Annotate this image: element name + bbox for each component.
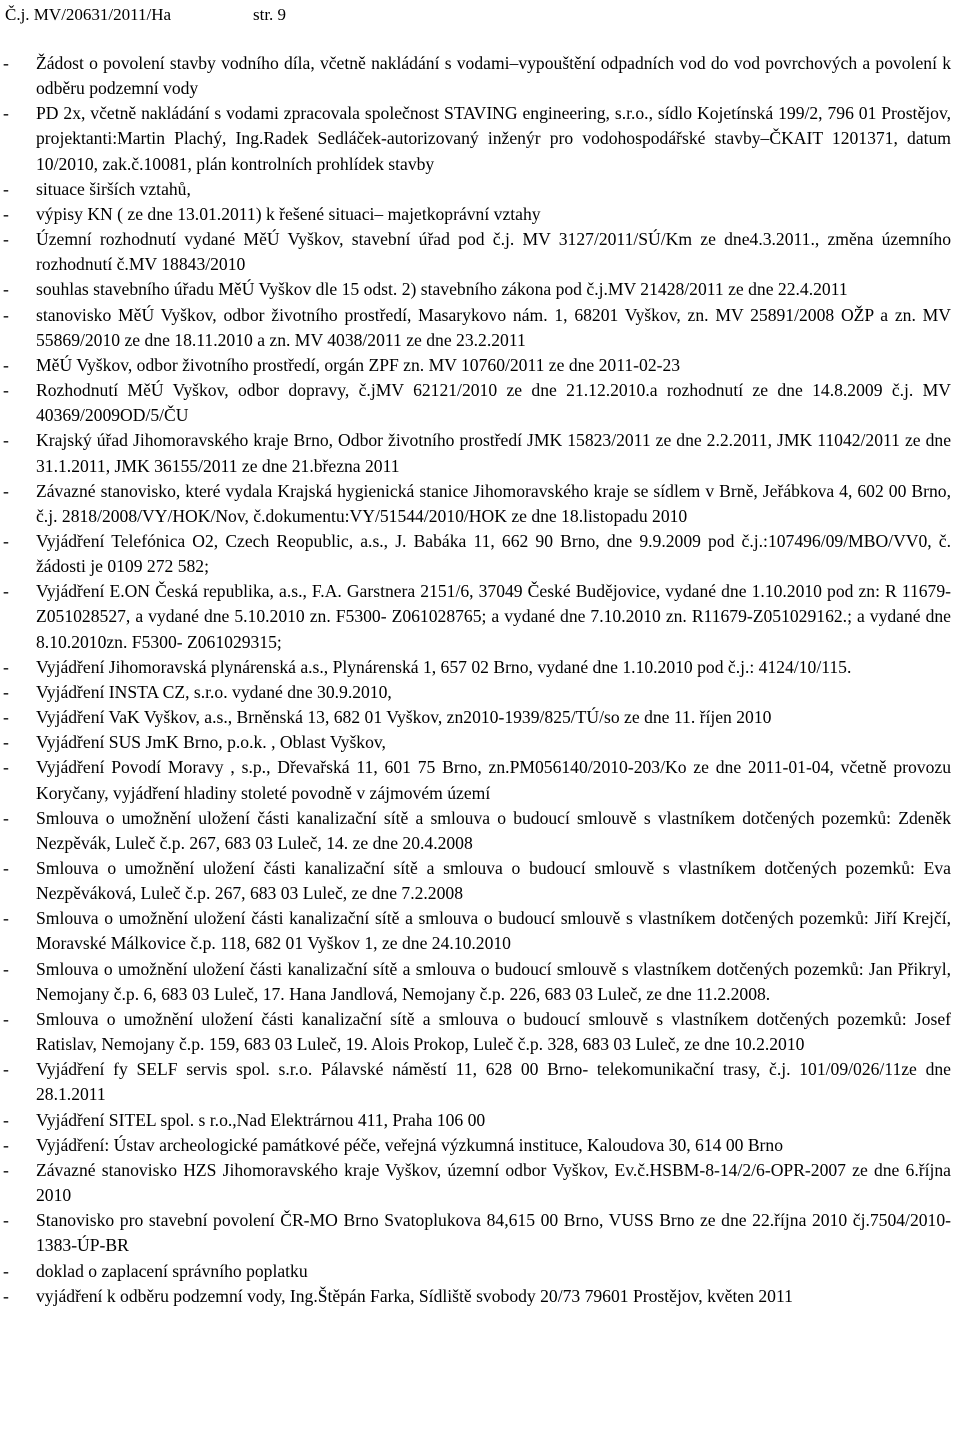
list-item xyxy=(3,51,951,101)
list-item-text: situace širších vztahů, xyxy=(36,178,191,199)
list-item xyxy=(3,303,951,353)
list-item-text: Územní rozhodnutí vydané MěÚ Vyškov, stavební úřad pod č.j. MV 3127/2011/SÚ/Km ze dne4.3.2011., změna územního rozhodnutí č.MV 18843/2010 xyxy=(36,229,951,275)
list-item-text: Vyjádření: Ústav archeologické památkové péče, veřejná výzkumná instituce, Kaloudova 30, 614 00 Brno xyxy=(36,1134,784,1155)
list-item-text: Stanovisko pro stavební povolení ČR-MO Brno Svatoplukova 84,615 00 Brno, VUSS Brno ze dne 22.října 2010 čj.7504/2010-1383-ÚP-BR xyxy=(36,1210,951,1256)
list-item xyxy=(3,177,951,202)
list-item xyxy=(3,202,951,227)
list-item xyxy=(3,579,951,654)
document-reference: Č.j. MV/20631/2011/Ha xyxy=(5,5,172,24)
list-item-text: Vyjádření SITEL spol. s r.o.,Nad Elektrárnou 411, Praha 106 00 xyxy=(36,1109,486,1130)
list-item xyxy=(3,957,951,1007)
list-item-text: Vyjádření Povodí Moravy , s.p., Dřevařská 11, 601 75 Brno, zn.PM056140/2010-203/Ko ze dne 2011-01-04, včetně provozu Koryčany, vyjádření hladiny stoleté povodně v zájmovém území xyxy=(36,757,951,803)
list-item xyxy=(3,1208,951,1258)
list-item xyxy=(3,227,951,277)
list-item-text: PD 2x, včetně nakládání s vodami zpracovala společnost STAVING engineering, s.r.o., sídlo Kojetínská 199/2, 796 01 Prostějov, projektanti:Martin Plachý, Ing.Radek Sedláček-autorizovaný inženýr pro vodohospodářské stavby–ČKAIT 1201371, datum 10/2010, zak.č.10081, plán kontrolních prohlídek stavby xyxy=(36,103,951,174)
list-item xyxy=(3,1007,951,1057)
page-header xyxy=(5,3,287,27)
list-item-text: Krajský úřad Jihomoravského kraje Brno, Odbor životního prostředí JMK 15823/2011 ze dne 2.2.2011, JMK 11042/2011 ze dne 31.1.2011, JMK 36155/2011 ze dne 21.března 2011 xyxy=(36,430,951,476)
list-item-text: Vyjádření INSTA CZ, s.r.o. vydané dne 30.9.2010, xyxy=(36,681,392,702)
list-item xyxy=(3,101,951,176)
list-item xyxy=(3,1259,951,1284)
list-item xyxy=(3,428,951,478)
list-item-text: Vyjádření Telefónica O2, Czech Reopublic, a.s., J. Babáka 11, 662 90 Brno, dne 9.9.2009 pod č.j.:107496/09/MBO/VV0, č. žádosti je 0109 272 582; xyxy=(36,530,951,577)
list-item-text: Žádost o povolení stavby vodního díla, včetně nakládání s vodami–vypouštění odpadních vod do vod povrchových a povolení k odběru podzemní vody xyxy=(36,53,951,99)
list-item xyxy=(3,655,951,680)
list-item-text: stanovisko MěÚ Vyškov, odbor životního prostředí, Masarykovo nám. 1, 68201 Vyškov, zn. MV 25891/2008 OŽP a zn. MV 55869/2010 ze dne 18.11.2010 a zn. MV 4038/2011 ze dne 23.2.2011 xyxy=(36,304,951,350)
list-item xyxy=(3,378,951,428)
list-item-text: Vyjádření Jihomoravská plynárenská a.s., Plynárenská 1, 657 02 Brno, vydané dne 1.10.2010 pod č.j.: 4124/10/115. xyxy=(36,656,852,677)
list-item xyxy=(3,1133,951,1158)
list-item xyxy=(3,529,951,579)
list-item xyxy=(3,680,951,705)
list-item xyxy=(3,479,951,529)
list-item-text: Smlouva o umožnění uložení části kanalizační sítě a smlouva o budoucí smlouvě s vlastníkem dotčených pozemků: Jan Přikryl, Nemojany č.p. 6, 683 03 Luleč, 17. Hana Jandlová, Nemojany č.p. 226, 683 03 Luleč, ze dne 11.2.2008. xyxy=(36,958,951,1004)
list-item-text: výpisy KN ( ze dne 13.01.2011) k řešené situaci– majetkoprávní vztahy xyxy=(36,203,541,224)
list-item-text: Vyjádření fy SELF servis spol. s.r.o. Pálavské náměstí 11, 628 00 Brno- telekomunikační trasy, č.j. 101/09/026/11ze dne 28.1.2011 xyxy=(36,1059,951,1105)
list-item-text: MěÚ Vyškov, odbor životního prostředí, orgán ZPF zn. MV 10760/2011 ze dne 2011-02-23 xyxy=(36,354,681,375)
list-item-text: vyjádření k odběru podzemní vody, Ing.Štěpán Farka, Sídliště svobody 20/73 79601 Prostějov, květen 2011 xyxy=(36,1285,793,1306)
list-item-text: Smlouva o umožnění uložení části kanalizační sítě a smlouva o budoucí smlouvě s vlastníkem dotčených pozemků: Eva Nezpěváková, Luleč č.p. 267, 683 03 Luleč, ze dne 7.2.2008 xyxy=(36,858,951,904)
list-item-text: Rozhodnutí MěÚ Vyškov, odbor dopravy, č.jMV 62121/2010 ze dne 21.12.2010.a rozhodnutí ze dne 14.8.2009 č.j. MV 40369/2009OD/5/ČU xyxy=(36,380,951,426)
list-item-text: Závazné stanovisko, které vydala Krajská hygienická stanice Jihomoravského kraje se sídlem v Brně, Jeřábkova 4, 602 00 Brno, č.j. 2818/2008/VY/HOK/Nov, č.dokumentu:VY/51544/2010/HOK ze dne 18.listopadu 2010 xyxy=(36,480,951,526)
list-item xyxy=(3,730,951,755)
list-item xyxy=(3,755,951,805)
document-list xyxy=(3,51,951,1309)
list-item xyxy=(3,856,951,906)
list-item-text: doklad o zaplacení správního poplatku xyxy=(36,1260,308,1281)
list-item-text: souhlas stavebního úřadu MěÚ Vyškov dle 15 odst. 2) stavebního zákona pod č.j.MV 21428/2011 ze dne 22.4.2011 xyxy=(36,279,848,300)
list-item xyxy=(3,277,951,302)
list-item-text: Vyjádření E.ON Česká republika, a.s., F.A. Garstnera 2151/6, 37049 České Budějovice, vydané dne 1.10.2010 pod zn: R 11679-Z051028527, a vydané dne 5.10.2010 zn. F5300- Z061028765; a vydané dne 7.10.2010 zn. R11679-Z051029162.; a vydané dne 8.10.2010zn. F5300- Z061029315; xyxy=(36,581,951,652)
list-item xyxy=(3,806,951,856)
list-item xyxy=(3,1108,951,1133)
list-item xyxy=(3,705,951,730)
list-item-text: Smlouva o umožnění uložení části kanalizační sítě a smlouva o budoucí smlouvě s vlastníkem dotčených pozemků: Zdeněk Nezpěvák, Luleč č.p. 267, 683 03 Luleč, 14. ze dne 20.4.2008 xyxy=(36,807,951,853)
page-number: str. 9 xyxy=(253,5,287,24)
list-item-text: Smlouva o umožnění uložení části kanalizační sítě a smlouva o budoucí smlouvě s vlastníkem dotčených pozemků: Josef Ratislav, Nemojany č.p. 159, 683 03 Luleč, 19. Alois Prokop, Luleč č.p. 328, 683 03 Luleč, ze dne 10.2.2010 xyxy=(36,1008,951,1055)
list-item-text: Vyjádření SUS JmK Brno, p.o.k. , Oblast Vyškov, xyxy=(36,732,386,753)
list-item xyxy=(3,353,951,378)
list-item xyxy=(3,1057,951,1107)
list-item-text: Závazné stanovisko HZS Jihomoravského kraje Vyškov, územní odbor Vyškov, Ev.č.HSBM-8-14/2/6-OPR-2007 ze dne 6.října 2010 xyxy=(36,1159,951,1206)
list-item xyxy=(3,1158,951,1208)
list-item-text: Smlouva o umožnění uložení části kanalizační sítě a smlouva o budoucí smlouvě s vlastníkem dotčených pozemků: Jiří Krejčí, Moravské Málkovice č.p. 118, 682 01 Vyškov 1, ze dne 24.10.2010 xyxy=(36,908,951,954)
list-item xyxy=(3,1284,951,1309)
list-item xyxy=(3,906,951,956)
list-item-text: Vyjádření VaK Vyškov, a.s., Brněnská 13, 682 01 Vyškov, zn2010-1939/825/TÚ/so ze dne 11. říjen 2010 xyxy=(36,707,772,728)
